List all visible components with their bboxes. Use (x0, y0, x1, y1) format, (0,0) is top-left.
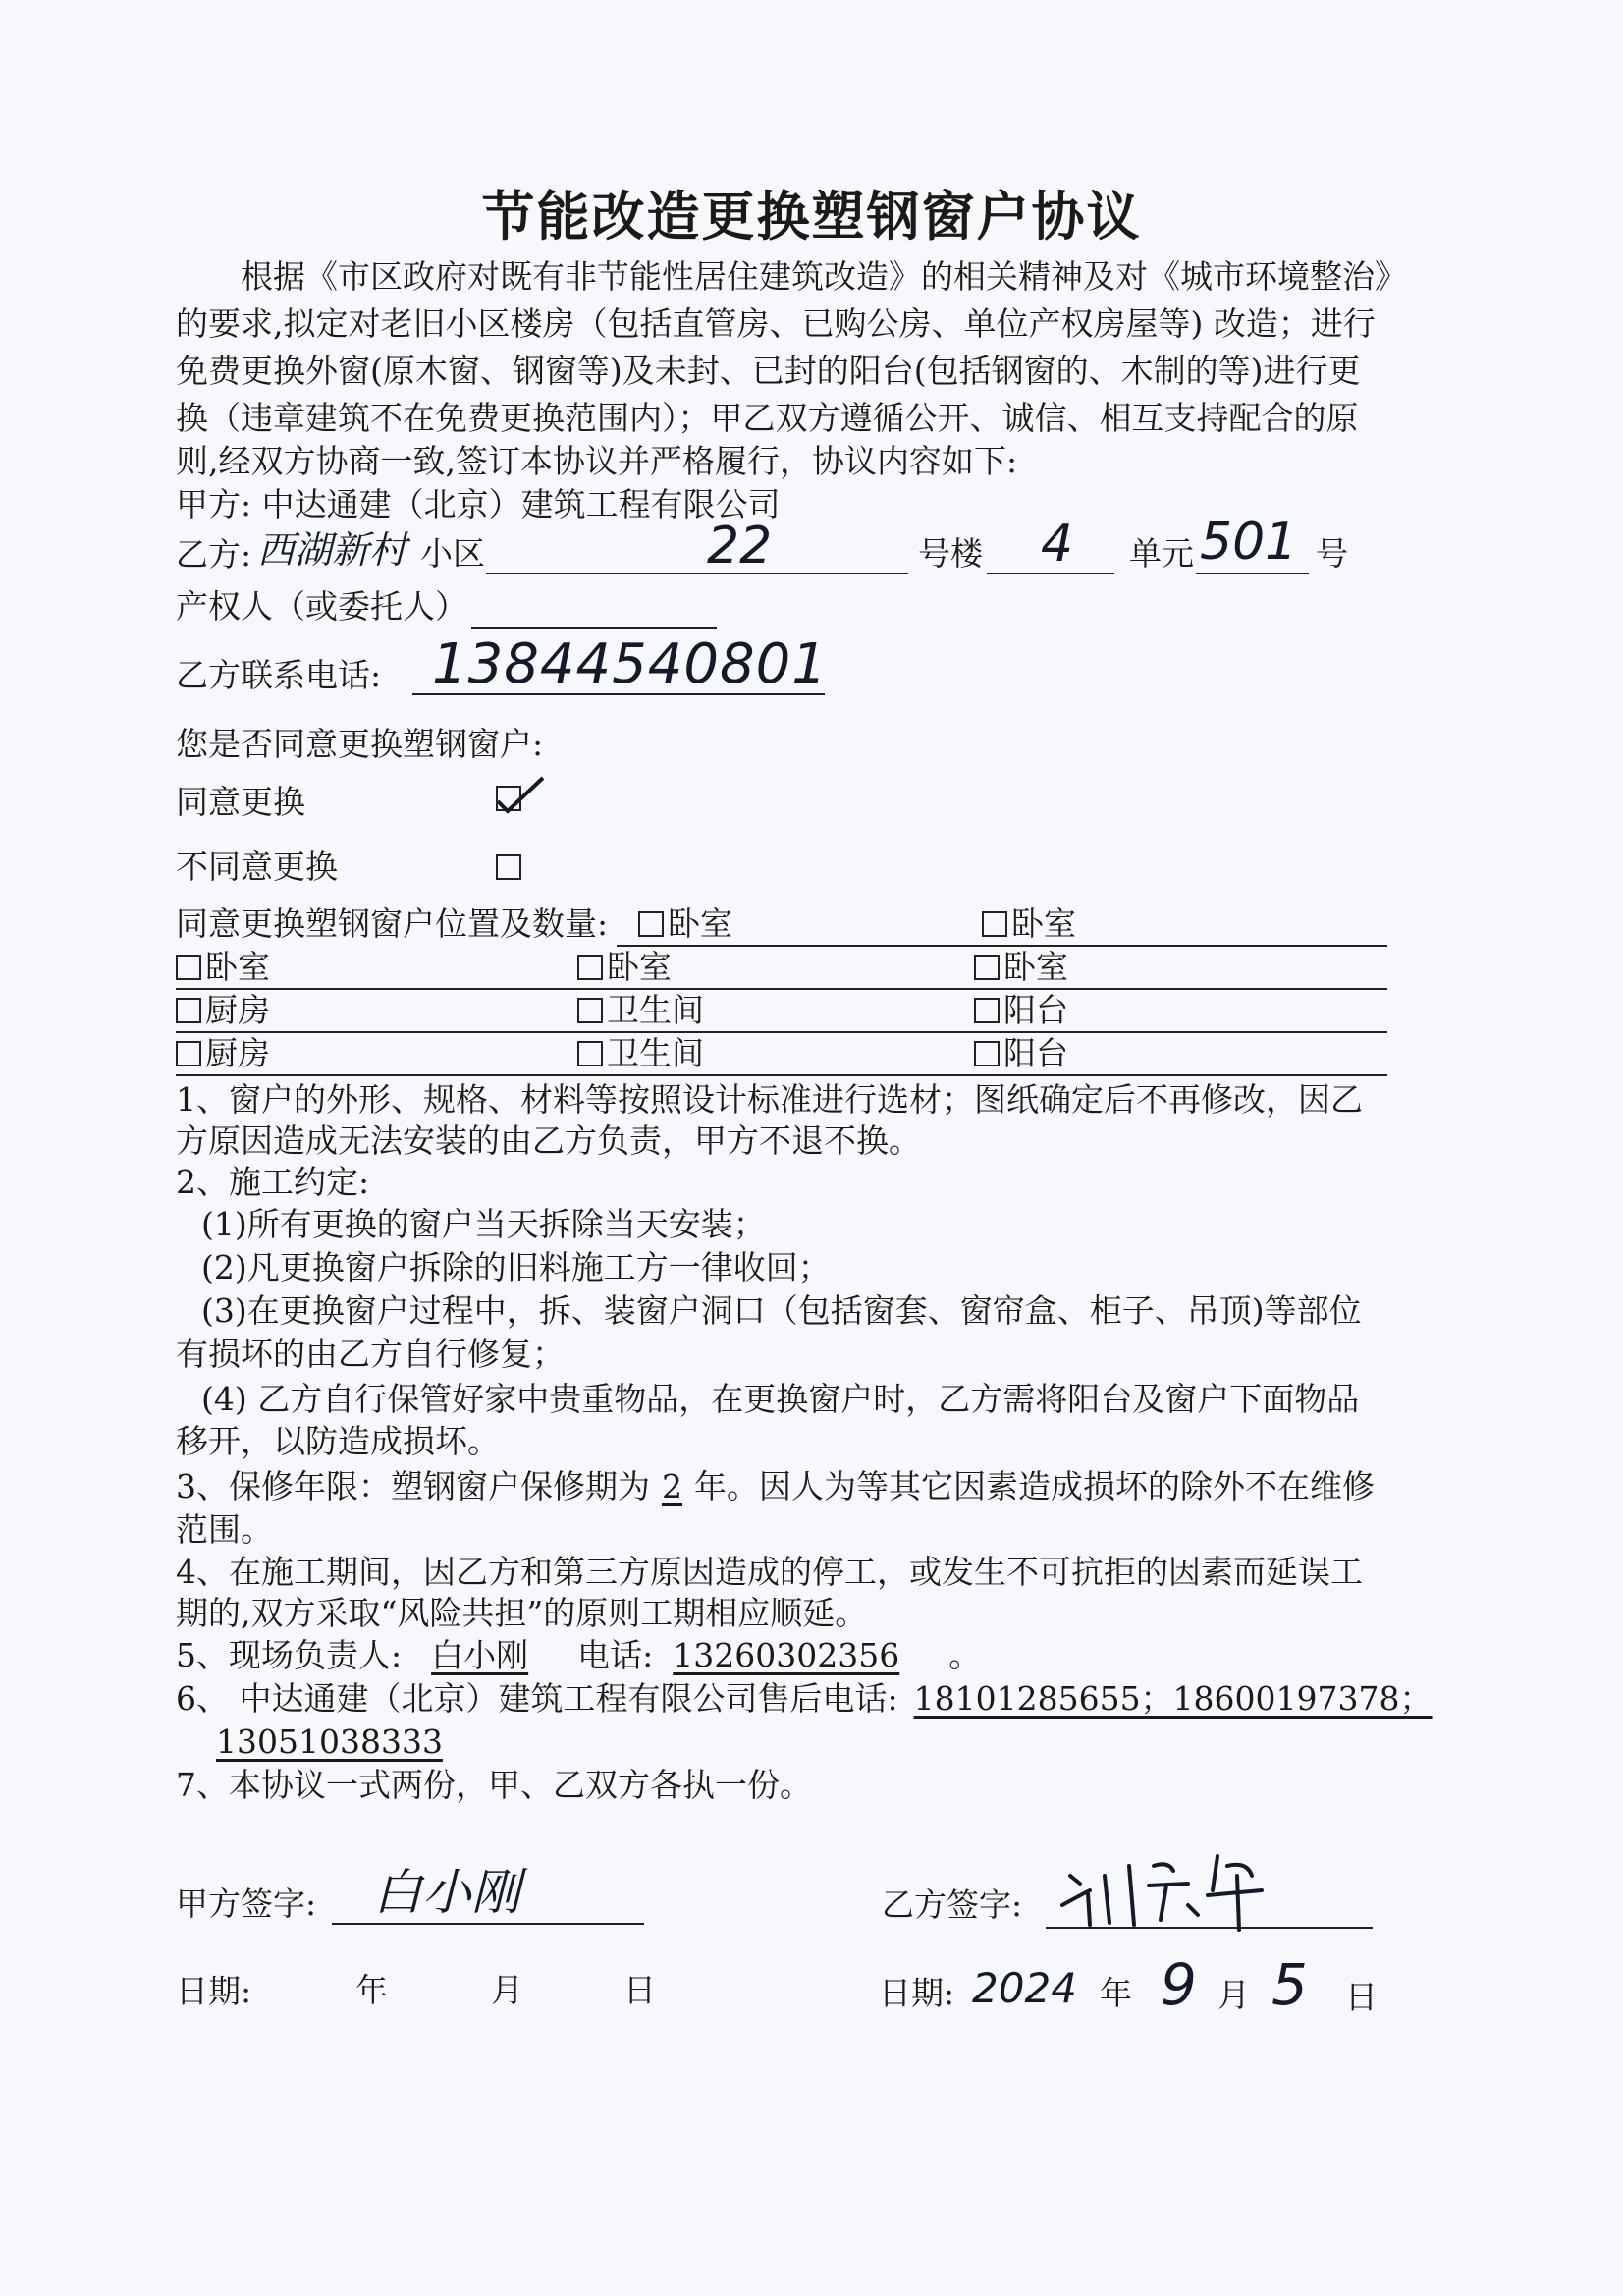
location-label: 厨房 (205, 991, 270, 1029)
location-option[interactable] (176, 992, 270, 1029)
location-label: 卫生间 (607, 1034, 704, 1072)
clause-7: 7、本协议一式两份，甲、乙双方各执一份。 (176, 1766, 812, 1804)
clause-3-text: 3、保修年限：塑钢窗户保修期为 (176, 1467, 650, 1505)
phone-value: 13844540801 (432, 632, 828, 696)
party-a: 甲方: 中达通建（北京）建筑工程有限公司 (176, 485, 781, 523)
location-option[interactable] (974, 992, 1068, 1029)
row-line (176, 988, 1387, 990)
warranty-years: 2 (662, 1467, 682, 1505)
location-option[interactable] (176, 1035, 270, 1072)
clause-5-end: 。 (948, 1636, 982, 1674)
party-b-signature-icon (1051, 1836, 1306, 1935)
party-b-year: 年 (1100, 1974, 1132, 2012)
location-option[interactable] (974, 1035, 1068, 1072)
location-label: 厨房 (205, 1034, 270, 1072)
intro-line: 免费更换外窗(原木窗、钢窗等)及未封、已封的阳台(包括钢窗的、木制的等)进行更 (176, 352, 1361, 390)
party-a-month: 月 (491, 1971, 523, 2009)
check-mark-icon (494, 772, 553, 821)
location-label: 阳台 (1003, 1034, 1068, 1072)
building-field (486, 573, 908, 574)
clause-2-4: 移开，以防造成损坏。 (176, 1422, 500, 1460)
party-a-sign-field[interactable] (332, 1923, 644, 1925)
clause-1: 方原因造成无法安装的由乙方负责，甲方不退不换。 (176, 1121, 921, 1160)
room-value: 501 (1200, 513, 1298, 572)
party-a-sign-label: 甲方签字: (176, 1885, 317, 1923)
consent-question: 您是否同意更换塑钢窗户: (176, 725, 544, 763)
party-a-day: 日 (623, 1971, 656, 2009)
intro-line: 根据《市区政府对既有非节能性居住建筑改造》的相关精神及对《城市环境整治》 (241, 257, 1407, 296)
clause-1: 1、窗户的外形、规格、材料等按照设计标准进行选材；图纸确定后不再修改，因乙 (176, 1080, 1363, 1119)
party-a-date-label: 日期: (176, 1972, 252, 2010)
community-value: 西湖新村 (257, 528, 407, 572)
party-b-day: 日 (1345, 1978, 1378, 2016)
owner-label: 产权人（或委托人） (176, 587, 467, 626)
location-label: 卧室 (1003, 948, 1068, 986)
location-label: 卫生间 (607, 991, 704, 1029)
site-manager-name: 白小刚 (431, 1636, 529, 1674)
building-suffix: 号楼 (918, 534, 983, 573)
location-option[interactable] (982, 905, 1076, 943)
clause-5-phone-label: 电话: (577, 1636, 654, 1674)
location-option[interactable] (638, 905, 732, 943)
community-suffix: 小区 (420, 534, 485, 573)
clause-4: 期的,双方采取“风险共担”的原则工期相应顺延。 (176, 1594, 868, 1632)
clause-5 (176, 1636, 981, 1675)
clause-5-label: 5、现场负责人: (176, 1636, 403, 1674)
intro-line: 的要求,拟定对老旧小区楼房（包括直管房、已购公房、单位产权房屋等) 改造；进行 (176, 304, 1376, 343)
phone-label: 乙方联系电话: (176, 656, 382, 694)
location-option[interactable] (974, 949, 1068, 986)
location-label: 阳台 (1003, 991, 1068, 1029)
clause-3-text: 年。因人为等其它因素造成损坏的除外不在维修 (694, 1467, 1375, 1505)
building-value: 22 (707, 517, 773, 575)
agree-checkbox[interactable] (496, 786, 525, 823)
clause-2-4: (4) 乙方自行保管好家中贵重物品，在更换窗户时，乙方需将阳台及窗户下面物品 (201, 1380, 1360, 1418)
clause-2-1: (1)所有更换的窗户当天拆除当天安装； (201, 1205, 766, 1243)
row-line (617, 945, 1387, 947)
party-b-year-value: 2024 (972, 1964, 1077, 2012)
party-a-year: 年 (355, 1971, 388, 2009)
party-b-date-label: 日期: (879, 1974, 955, 2012)
party-b-sign-label: 乙方签字: (882, 1886, 1023, 1924)
party-b-month: 月 (1217, 1976, 1250, 2014)
row-line (176, 1074, 1387, 1076)
clause-3 (176, 1467, 1375, 1506)
room-suffix: 号 (1316, 534, 1348, 573)
clause-2: 2、施工约定: (176, 1163, 370, 1201)
clause-2-2: (2)凡更换窗户拆除的旧料施工方一律收回； (201, 1248, 831, 1286)
location-option[interactable] (577, 1035, 704, 1072)
document-title: 节能改造更换塑钢窗户协议 (481, 185, 1142, 247)
clause-2-3: 有损坏的由乙方自行修复； (176, 1335, 565, 1373)
location-option[interactable] (176, 949, 270, 986)
party-b-day-value: 5 (1271, 1951, 1308, 2018)
clause-6 (176, 1679, 1433, 1719)
locations-label: 同意更换塑钢窗户位置及数量: (176, 904, 609, 943)
site-manager-phone: 13260302356 (673, 1636, 900, 1674)
after-sales-phones: 18101285655；18600197378； (913, 1679, 1433, 1718)
agree-label: 同意更换 (176, 783, 305, 821)
clause-4: 4、在施工期间，因乙方和第三方原因造成的停工，或发生不可抗拒的因素而延误工 (176, 1553, 1363, 1591)
location-label: 卧室 (205, 948, 270, 986)
disagree-label: 不同意更换 (176, 847, 338, 886)
location-label: 卧室 (607, 948, 672, 986)
location-label: 卧室 (668, 904, 732, 943)
unit-value: 4 (1041, 515, 1074, 574)
owner-field (471, 627, 717, 629)
clause-6-label: 6、 中达通建（北京）建筑工程有限公司售后电话: (176, 1679, 898, 1718)
room-field (1196, 573, 1309, 574)
after-sales-phone: 13051038333 (216, 1722, 443, 1761)
intro-line: 则,经双方协商一致,签订本协议并严格履行，协议内容如下: (176, 442, 1018, 480)
intro-line: 换（违章建筑不在免费更换范围内）；甲乙双方遵循公开、诚信、相互支持配合的原 (176, 399, 1359, 437)
location-label: 卧室 (1011, 904, 1076, 943)
clause-6 (216, 1722, 462, 1762)
location-option[interactable] (577, 992, 704, 1029)
party-b-label: 乙方: (176, 535, 252, 574)
clause-3: 范围。 (176, 1510, 273, 1549)
row-line (176, 1031, 1387, 1033)
disagree-checkbox[interactable] (496, 854, 525, 892)
clause-2-3: (3)在更换窗户过程中，拆、装窗户洞口（包括窗套、窗帘盒、柜子、吊顶)等部位 (201, 1291, 1362, 1330)
party-b-month-value: 9 (1161, 1951, 1197, 2018)
party-a-signature: 白小刚 (373, 1864, 520, 1921)
unit-suffix: 单元 (1129, 534, 1194, 573)
location-option[interactable] (577, 949, 672, 986)
